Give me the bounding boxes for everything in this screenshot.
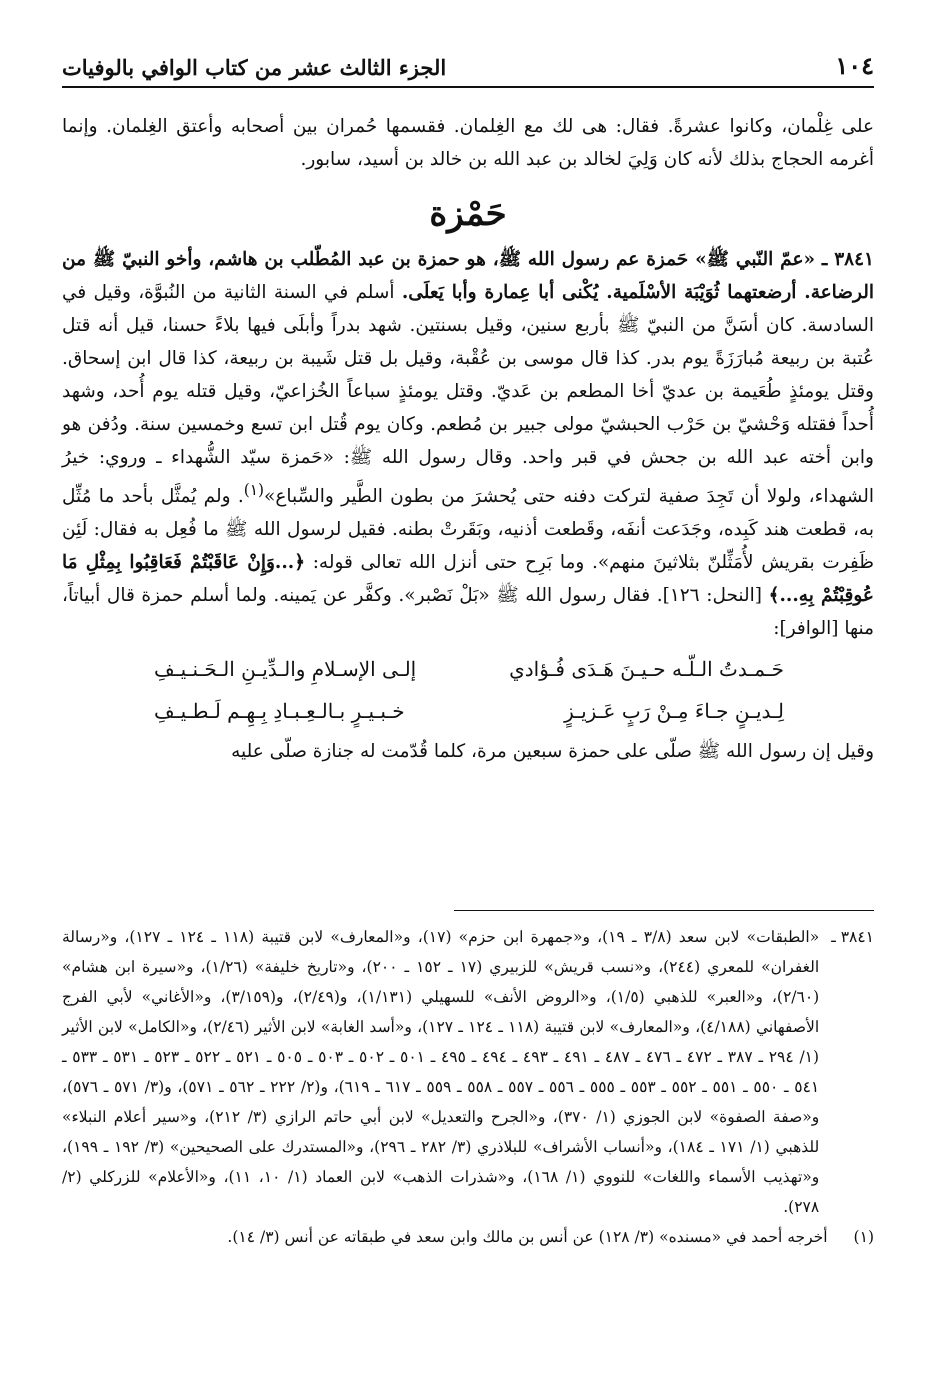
intro-paragraph: على غِلْمان، وكانوا عشرةً. فقال: هى لك مع الغِلمان. فقسمها حُمران بين أصحابه وأعتق الغِلمان. وإنما أغرمه الحجاج بذلك لأنه كان وَلِيَ لخالد بن عبد الله بن خالد بن أسيد، سابور. bbox=[62, 116, 874, 170]
footnote-text: أخرجه أحمد في «مسنده» (٣/ ١٢٨) عن أنس بن مالك وابن سعد في طبقاته عن أنس (٣/ ١٤). bbox=[227, 1228, 828, 1246]
biography-heading: ٣٨٤١ ـ «عمّ النّبي ﷺ» حَمزة عم رسول الله ﷺ، هو حمزة بن عبد المُطّلب بن هاشم، وأخو النبيّ ﷺ من الرضاعة. أرضعتهما ثُوَيْبَة الأسْلَمية. يُكْنى أبا عِمارة وأبا يَعلَى. bbox=[62, 249, 874, 303]
poem-line bbox=[62, 693, 874, 729]
footnote-text: «الطبقات» لابن سعد (٣/٨ ـ ١٩)، و«جمهرة ابن حزم» (١٧)، و«المعارف» لابن قتيبة (١١٨ ـ ١٢٤ ـ ١٢٧)، و«رسالة الغفران» للمعري (٢٤٤)، و«نسب قريش» للزبيري (١٧ ـ ١٥٢ ـ ٢٠٠)، و«تاريخ خليفة» (١/٢٦)، و«سيرة ابن هشام» (٢/٦٠)، و«العبر» للذهبي (١/٥)، و«الروض الأنف» للسهيلي (١/١٣١)، و(٢/٤٩)، و(٣/١٥٩)، و«الأغاني» لأبي الفرج الأصفهاني (٤/١٨٨)، و«المعارف» لابن قتيبة (١١٨ ـ ١٢٤ ـ ١٢٧)، و«أسد الغابة» لابن الأثير (٢/٤٦)، و«الكامل» لابن الأثير (١/ ٢٩٤ ـ ٣٨٧ ـ ٤٧٢ ـ ٤٧٦ ـ ٤٨٧ ـ ٤٩١ ـ ٤٩٣ ـ ٤٩٤ ـ ٤٩٥ ـ ٥٠١ ـ ٥٠٢ ـ ٥٠٣ ـ ٥٠٥ ـ ٥٢١ ـ ٥٢٢ ـ ٥٢٣ ـ ٥٣١ ـ ٥٣٣ ـ ٥٤١ ـ ٥٥٠ ـ ٥٥١ ـ ٥٥٢ ـ ٥٥٣ ـ ٥٥٥ ـ ٥٥٦ ـ ٥٥٧ ـ ٥٥٨ ـ ٥٥٩ ـ ٦١٧ ـ ٦١٩)، و(٢/ ٢٢٢ ـ ٥٦٢ ـ ٥٧١)، و(٣/ ٥٧١ ـ ٥٧٦)، و«صفة الصفوة» لابن الجوزي (١/ ٣٧٠)، و«الجرح والتعديل» لابن أبي حاتم الرازي (٣/ ٢١٢)، و«سير أعلام النبلاء» للذهبي (١/ ١٧١ ـ ١٨٤)، و«أنساب الأشراف» للبلاذري (٣/ ٢٨٢ ـ ٢٩٦)، و«المستدرك على الصحيحين» (٣/ ١٩٢ ـ ١٩٩)، و«تهذيب الأسماء واللغات» للنووي (١/ ١٦٨)، و«شذرات الذهب» لابن العماد (١/ ١٠، ١١)، و«الأعلام» للزركلي (٢/ ٢٧٨). bbox=[62, 928, 820, 1216]
footnote bbox=[62, 1222, 874, 1252]
footnote-number: ٣٨٤١ ـ bbox=[831, 928, 874, 946]
poem-hemistich-first: لِـديـنٍ جـاءَ مِـنْ رَبٍ عَـزيـزٍ bbox=[564, 699, 784, 724]
running-title: الجزء الثالث عشر من كتاب الوافي بالوفيات bbox=[62, 55, 447, 80]
footnote-number: (١) bbox=[853, 1228, 874, 1246]
biography-text-3: [النحل: ١٢٦]. فقال رسول الله ﷺ «بَلْ نَصْبر». وكفَّر عن يَمينه. ولما أسلم حمزة قال أبياتاً، منها [الوافر]: bbox=[62, 585, 874, 640]
biography-text-1: أسلم في السنة الثانية من النُبوَّة، وقيل في السادسة. كان أسَنَّ من النبيّ ﷺ بأربع سنين، وقيل بسنتين. شهد بدراً وأبلَى فيها بلاءً حسنا، قيل أنه قتل عُتبة بن ربيعة مُبارَزَةً يوم بدر. كذا قال موسى بن عُقْبة، وقيل بل قتل شَيبة بن ربيعة، كذا قال ابن إسحاق. وقتل يومئذٍ طُعَيمة بن عديّ أخا المطعم بن عَديّ. وقتل يومئذٍ سباعاً الخُزاعيّ، وقيل قتله يوم أُحد، وشهد أُحداً فقتله وَحْشيّ بن حَرْب الحبشيّ مولى جبير بن مُطعم. وكان يوم قُتل ابن تسع وخمسين سنة. ودُفن هو وابن أخته عبد الله بن جحش في قبر واحد. وقال رسول الله ﷺ: «حَمزة سيّد الشُّهداء ـ وروي: خيرُ الشهداء، ولولا أن تَجِدَ صفية لتركت دفنه حتى يُحشرَ من بطون الطَّير والسِّباع» bbox=[62, 282, 875, 508]
footnote-separator bbox=[454, 910, 874, 911]
poem-hemistich-first: حَـمـدتُ الـلّـه حـيـنَ هَـدَى فُـؤادي bbox=[509, 657, 784, 682]
footnote-reference: (١) bbox=[243, 481, 265, 499]
main-text bbox=[62, 110, 874, 768]
page-header bbox=[62, 38, 874, 88]
footnote bbox=[62, 922, 874, 1222]
footnotes bbox=[62, 922, 874, 1252]
section-title: حَمْزة bbox=[429, 194, 507, 234]
quran-verse: ﴿...وَإِنْ عَاقَبْتُمْ فَعَاقِبُوا بِمِثْلِ مَا عُوقِبْتُمْ بِهِ...﴾ bbox=[62, 552, 874, 607]
poem-line bbox=[62, 651, 874, 687]
biography-text-2: . ولم يُمثَّل بأحد ما مُثِّل به، قطعت هند كَبِده، وجَدَعت أنفَه، وقَطعت أذنيه، وبَقَرتْ بطنه. فقيل لرسول الله ﷺ ما فُعِل به فقال: لَئِن ظَفِرت بقريش لأُمَثِّلنّ بثلاثينَ منهم». وما بَرِح حتى أنزل الله تعالى قوله: bbox=[62, 486, 874, 574]
poem-hemistich-second: خـبـيـرٍ بـالـعِـبـادِ بِـهِـم لَـطـيـفِ bbox=[154, 699, 405, 724]
page-number: ١٠٤ bbox=[835, 51, 874, 80]
closing-line: وقيل إن رسول الله ﷺ صلّى على حمزة سبعين مرة، كلما قُدّمت له جنازة صلّى عليه bbox=[231, 741, 874, 763]
biography-paragraph bbox=[62, 243, 874, 645]
poem-hemistich-second: إلـى الإسـلامِ والـدِّيـنِ الـحَـنـيـفِ bbox=[154, 657, 417, 682]
